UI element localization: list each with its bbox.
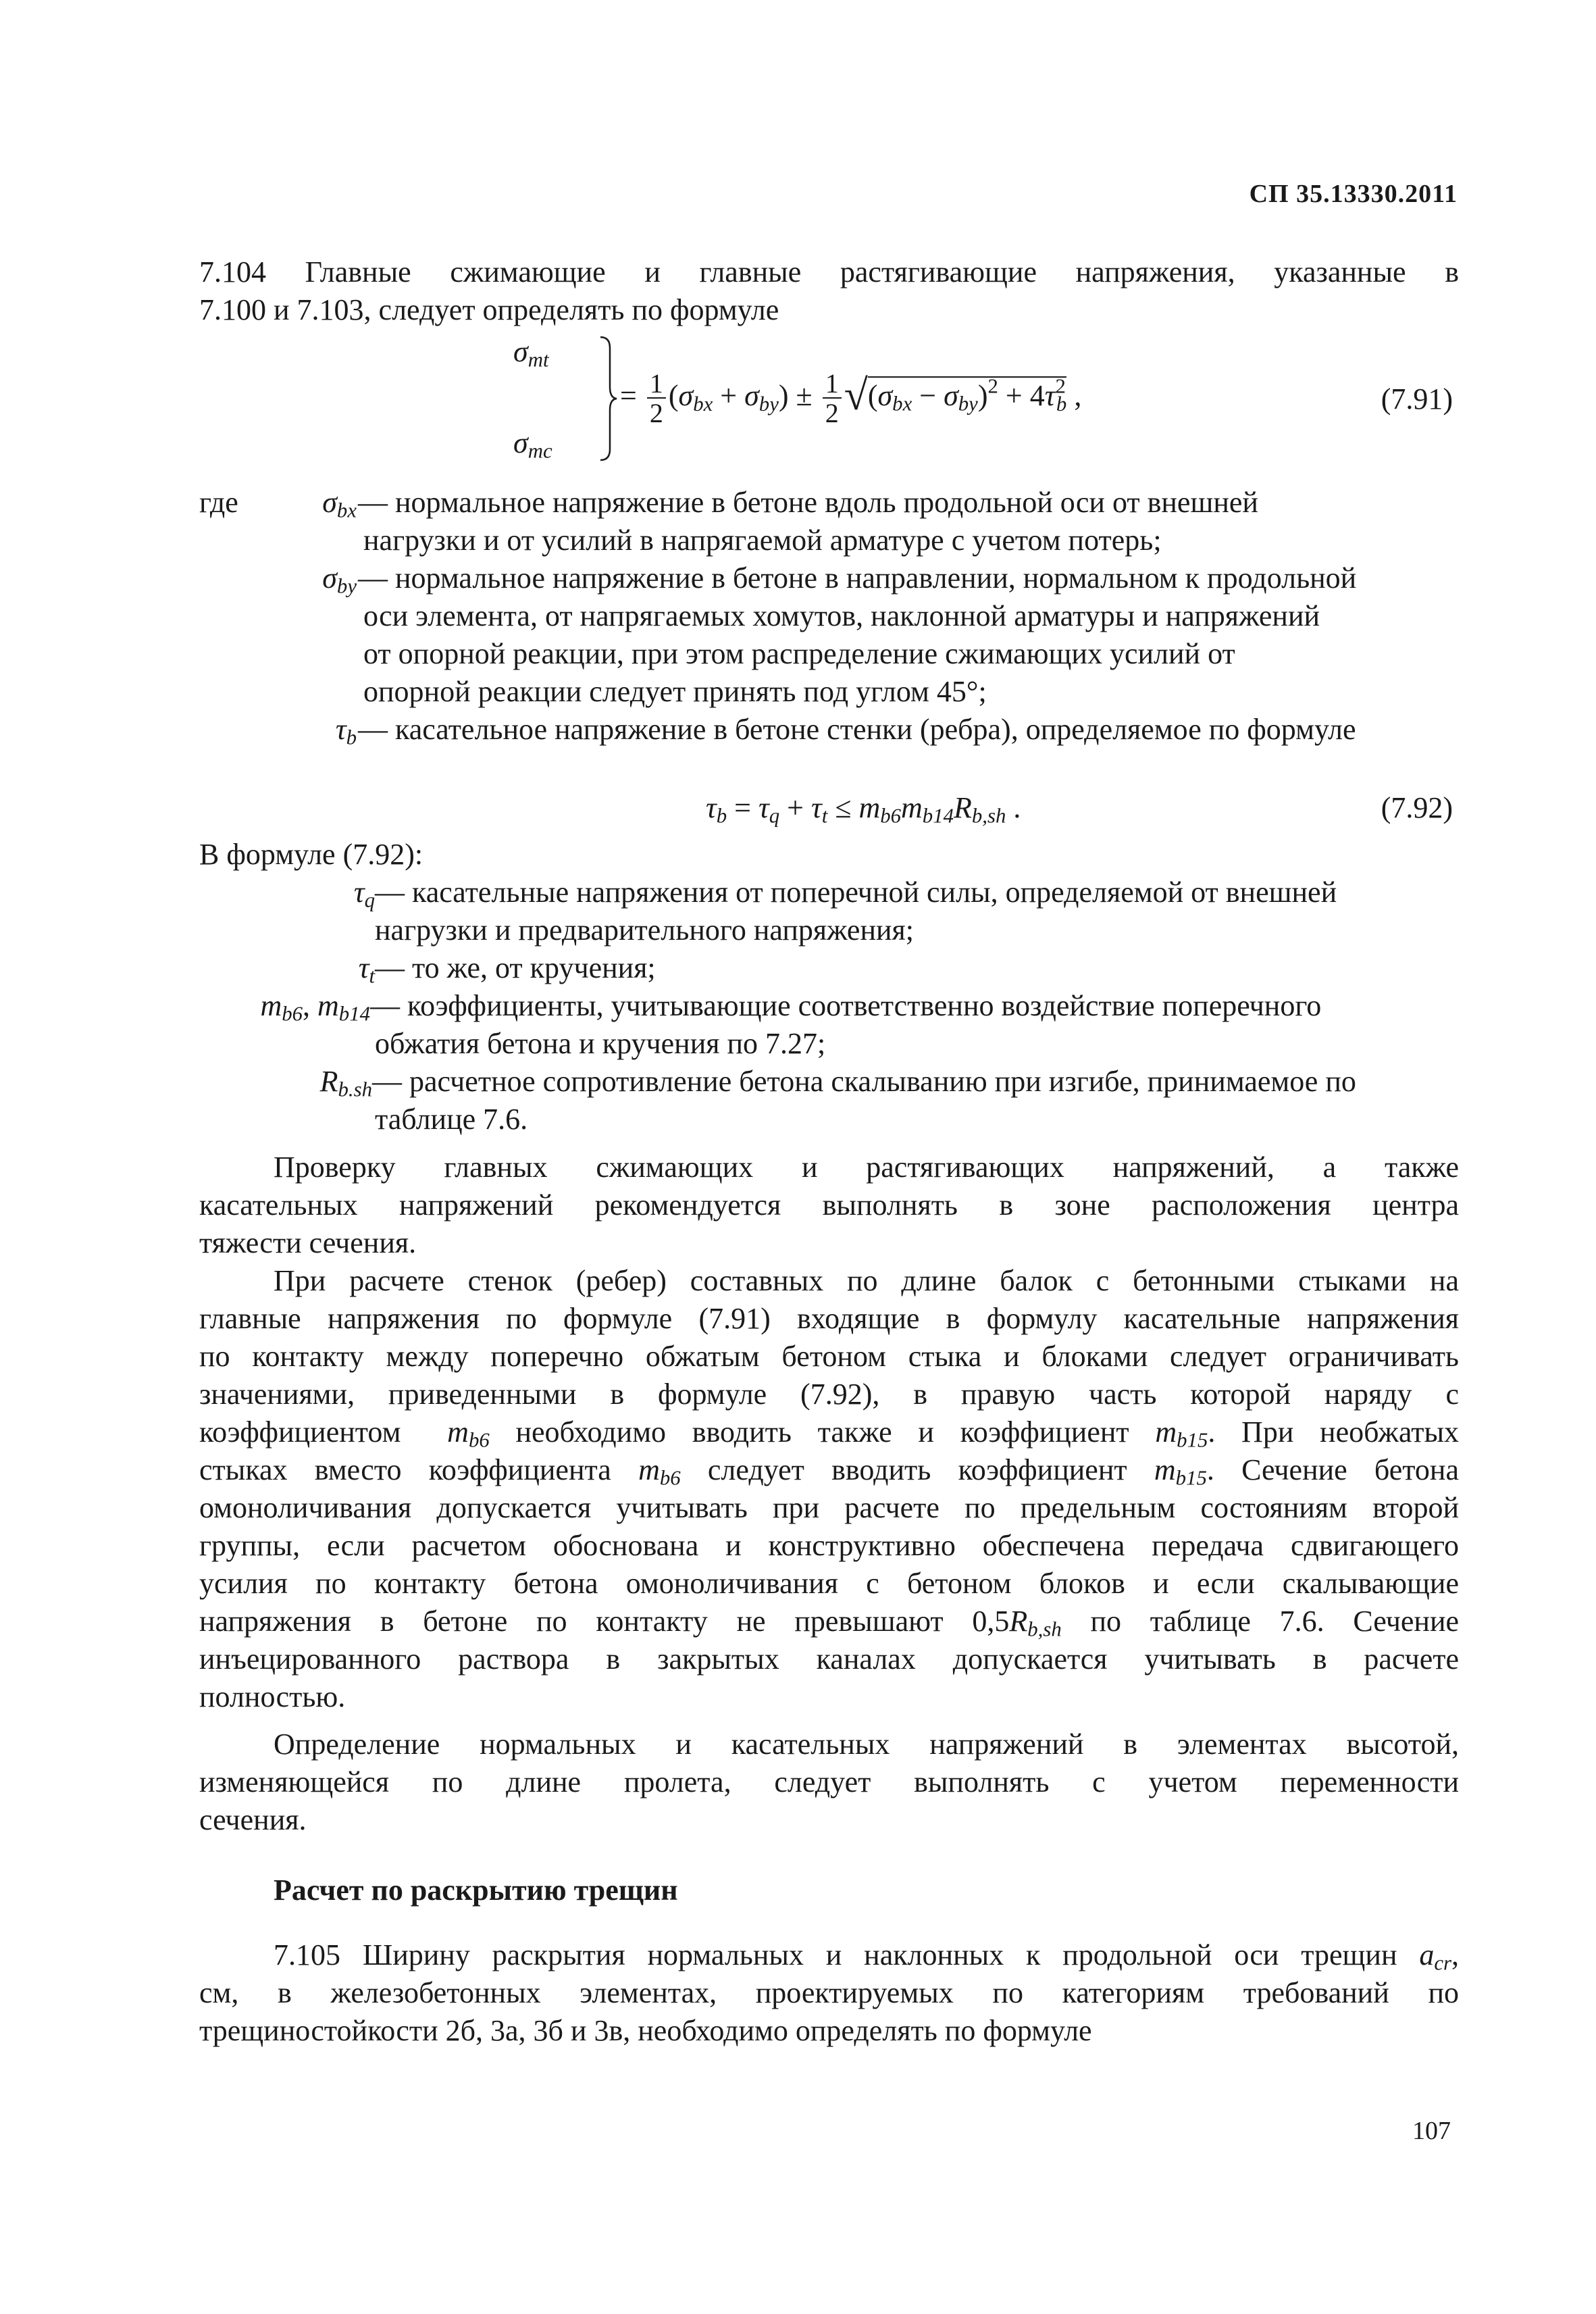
symbol: $m_{b6}$, $m_{b14}$ [260,989,370,1026]
definition-text: обжатия бетона и кручения по 7.27; [375,1027,826,1060]
paragraph-7-104-line-1 [199,253,1459,291]
text-line: усилия по контакту бетона омоноличивания с бетоном блоков и если скалывающие [199,1567,1459,1600]
document-code: СП 35.13330.2011 [1249,180,1458,208]
text-line: Проверку главных сжимающих и растягивающих напряжений, а также [274,1151,1459,1184]
sigma-mc: $\sigma_{mc}$ [513,426,552,463]
definition-text: — касательное напряжение в бетоне стенки (ребра), определяемое по формуле [358,713,1356,746]
symbol: $\sigma_{by}$ [322,561,357,598]
where-label: где [199,486,238,519]
text-line: стыках вместо коэффициента $m_{b6}$ следует вводить коэффициент $m_{b15}$. Сечение бетона [199,1453,1459,1490]
text-line: омоноличивания допускается учитывать при расчете по предельным состояниям второй [199,1491,1459,1524]
definition-text: — то же, от кручения; [375,951,656,984]
text-line: Определение нормальных и касательных напряжений в элементах высотой, [274,1728,1459,1761]
symbol: $\sigma_{bx}$ [322,486,357,522]
text-line: главные напряжения по формуле (7.91) входящие в формулу касательные напряжения [199,1302,1459,1335]
right-brace [598,334,618,463]
definition-text: нагрузки и предварительного напряжения; [375,913,915,947]
definition-text: от опорной реакции, при этом распределение сжимающих усилий от [363,637,1235,670]
symbol: $\tau_q$ [353,876,375,912]
text-line: касательных напряжений рекомендуется выполнять в зоне расположения центра [199,1188,1459,1222]
text-line: трещиностойкости 2б, 3а, 3б и 3в, необходимо определять по формуле [199,2014,1092,2047]
text-line: напряжения в бетоне по контакту не превышают $0,5R_{b,sh}$ по таблице 7.6. Сечение [199,1605,1460,1641]
symbol: $\tau_t$ [358,951,375,988]
text-line: 7.104 Главные сжимающие и главные растягивающие напряжения, указанные в [199,255,1459,288]
section-heading: Расчет по раскрытию трещин [274,1873,678,1907]
definition-text: — коэффициенты, учитывающие соответственно воздействие поперечного [370,989,1322,1022]
text-line: инъецированного раствора в закрытых каналах допускается учитывать в расчете [199,1642,1459,1676]
text-line: При расчете стенок (ребер) составных по длине балок с бетонными стыками на [274,1264,1459,1297]
definition-text: — нормальное напряжение в бетоне вдоль продольной оси от внешней [358,486,1258,519]
text-line: значениями, приведенными в формуле (7.92), в правую часть которой наряду с [199,1378,1459,1411]
symbol: $\tau_b$ [335,713,357,749]
text-line: полностью. [199,1680,346,1713]
text-line: см, в железобетонных элементах, проектируемых по категориям требований по [199,1976,1459,2009]
text-line: коэффициентом $m_{b6}$ необходимо вводить также и коэффициент $m_{b15}$. При необжатых [199,1415,1460,1452]
definition-text: оси элемента, от напрягаемых хомутов, наклонной арматуры и напряжений [363,599,1320,632]
formula-7-91-rhs: = $\frac{1}{2}$ $(\sigma_{bx} + \sigma_{by})$ ± $\frac{1}{2}$ $√(\sigma_{bx} - \sigma_{by})^2 + 4\tau^2_b$ , [620,368,1082,428]
formula-7-92-expression: $\tau_b = \tau_q + \tau_t \le m_{b6}m_{b14}R_{b,sh}$ . [706,791,1021,828]
text-line: 7.105 Ширину раскрытия нормальных и наклонных к продольной оси трещин $a_{cr}$, [274,1938,1459,1975]
text-line: изменяющейся по длине пролета, следует выполнять с учетом переменности [199,1765,1459,1799]
definition-text: таблице 7.6. [375,1103,528,1136]
definition-text: нагрузки и от усилий в напрягаемой арматуре с учетом потерь; [363,524,1162,557]
text-line: по контакту между поперечно обжатым бетоном стыка и блоками следует ограничивать [199,1340,1459,1373]
equation-number: (7.91) [1381,382,1453,416]
paragraph-7-104-line-2: 7.100 и 7.103, следует определять по формуле [199,293,779,326]
text-line: группы, если расчетом обоснована и конструктивно обеспечена передача сдвигающего [199,1529,1459,1562]
definition-text: опорной реакции следует принять под углом 45°; [363,675,987,708]
sigma-mt: $\sigma_{mt}$ [513,335,549,372]
text-line: сечения. [199,1803,307,1836]
definition-text: — расчетное сопротивление бетона скалыванию при изгибе, принимаемое по [372,1065,1356,1098]
page-number: 107 [1412,2117,1451,2145]
definition-text: — нормальное напряжение в бетоне в направлении, нормальном к продольной [358,561,1357,595]
text-line: тяжести сечения. [199,1226,417,1259]
symbol: $R_{b.sh}$ [319,1065,372,1101]
equation-number: (7.92) [1381,791,1453,824]
definition-text: — касательные напряжения от поперечной силы, определяемой от внешней [375,876,1337,909]
in-formula-label: В формуле (7.92): [199,838,423,871]
